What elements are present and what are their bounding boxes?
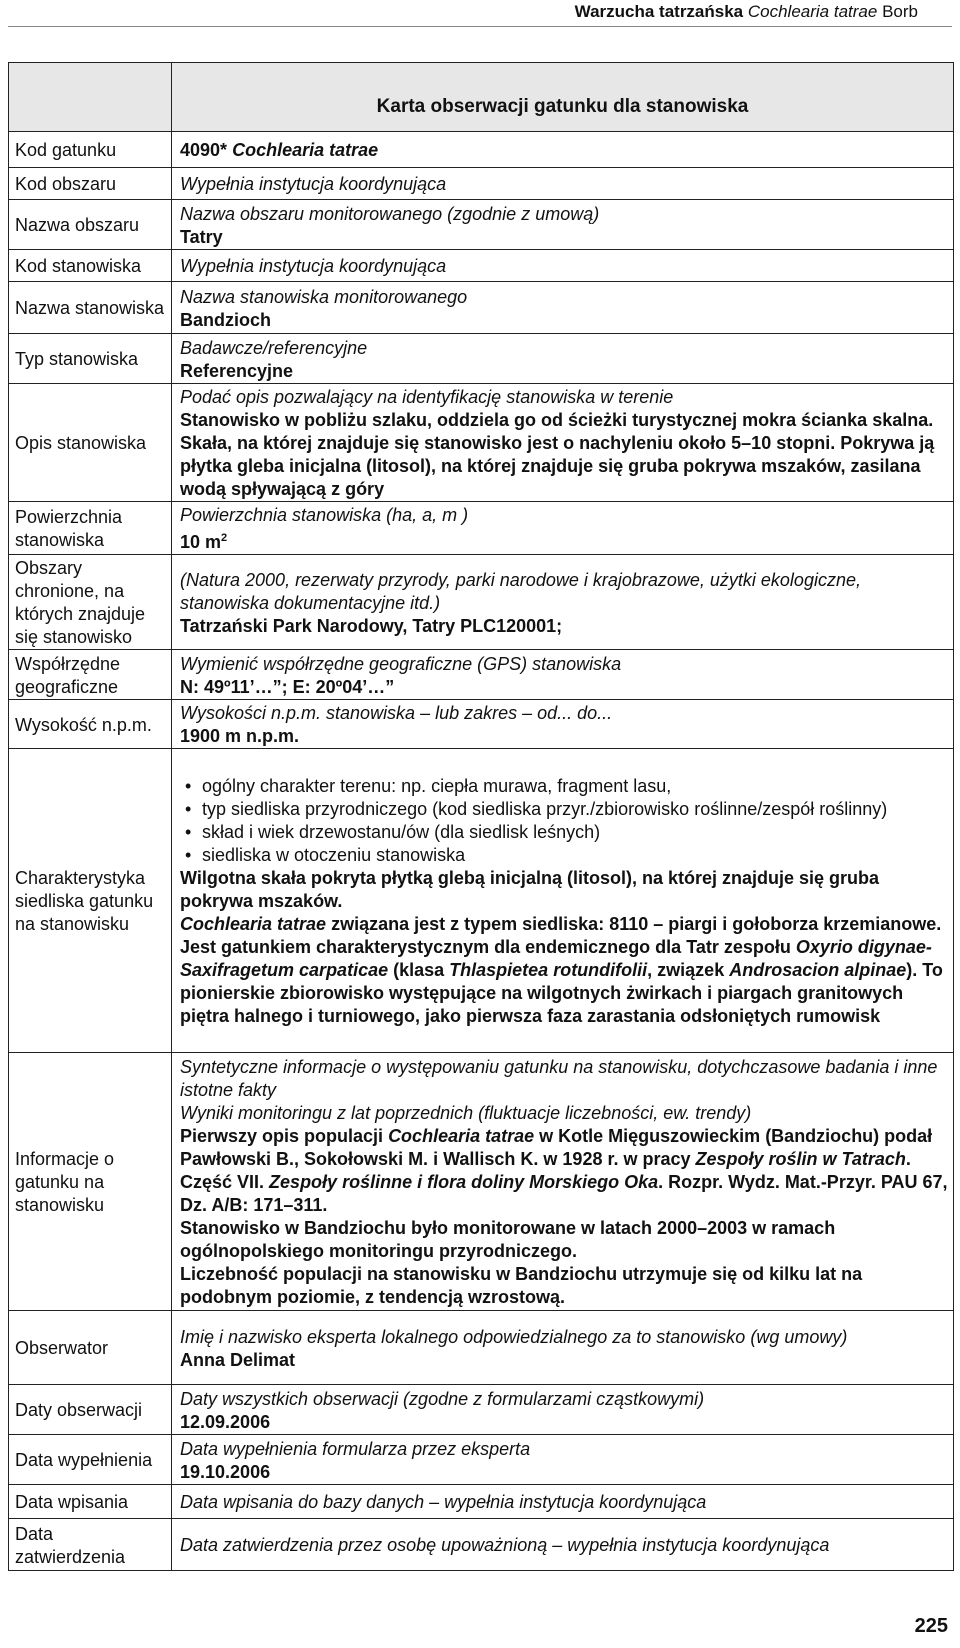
form-title: Karta obserwacji gatunku dla stanowiska <box>172 63 954 132</box>
hint-nazwa-stanowiska: Nazwa stanowiska monitorowanego <box>180 286 468 307</box>
label-nazwa-stanowiska: Nazwa stanowiska <box>9 282 172 334</box>
row-obszary-chronione <box>9 555 954 650</box>
form-title-row <box>9 63 954 132</box>
title-blank-cell <box>9 63 172 132</box>
habitat-text-b: (klasa <box>388 960 450 980</box>
habitat-bullet: • typ siedliska przyrodniczego (kod siedliska przyr./zbiorowisko roślinne/zespół roślinny) <box>202 798 948 821</box>
row-wysokosc <box>9 700 954 749</box>
row-daty-obserwacji <box>9 1385 954 1435</box>
info-species: Cochlearia tatrae <box>388 1126 535 1146</box>
habitat-alliance: Androsacion alpinae <box>729 960 907 980</box>
hint-data-wypelnienia: Data wypełnienia formularza przez eksperta <box>180 1438 531 1459</box>
header-title: Warzucha tatrzańska <box>574 2 744 21</box>
hint-obszary-chronione: (Natura 2000, rezerwaty przyrody, parki narodowe i krajobrazowe, użytki ekologiczne, stanowiska dokumentacyjne itd.) <box>180 569 861 613</box>
running-header <box>0 0 960 24</box>
value-daty-obserwacji <box>172 1385 954 1435</box>
protected-areas: Tatrzański Park Narodowy, Tatry PLC120001; <box>180 615 563 636</box>
hint-wspolrzedne: Wymienić współrzędne geograficzne (GPS) stanowiska <box>180 653 622 674</box>
hint-informacje-2: Wyniki monitoringu z lat poprzednich (fluktuacje liczebności, ew. trendy) <box>180 1103 752 1123</box>
info-text-a: Pierwszy opis populacji <box>180 1126 389 1146</box>
area-name: Tatry <box>180 226 223 247</box>
habitat-bullet: • ogólny charakter terenu: np. ciepła murawa, fragment lasu, <box>202 775 948 798</box>
value-data-wypelnienia <box>172 1435 954 1485</box>
info-paragraph-3: Liczebność populacji na stanowisku w Bandziochu utrzymuje się od kilku lat na podobnym poziomie, z tendencją wzrostową. <box>180 1264 863 1307</box>
observer-name: Anna Delimat <box>180 1349 296 1370</box>
row-typ-stanowiska <box>9 334 954 384</box>
observation-form-table <box>8 62 954 1571</box>
hint-kod-obszaru: Wypełnia instytucja koordynująca <box>172 168 954 200</box>
row-opis-stanowiska <box>9 384 954 502</box>
row-wspolrzedne <box>9 650 954 700</box>
info-text-c: . Część VII. <box>180 1149 911 1192</box>
row-nazwa-obszaru <box>9 200 954 250</box>
page-number: 225 <box>914 1615 948 1637</box>
site-description: Stanowisko w pobliżu szlaku, oddziela go od ścieżki turystycznej mokra ścianka skalna. Skała, na której znajduje się stanowisko jest o nachyleniu około 5–10 stopni. Pokrywa ją płytka gleba inicjalna (litosol), na której znajduje się gruba pokrywa mszaków, zasilana wodą spływającą z góry <box>180 410 935 499</box>
habitat-bullet-list <box>180 775 948 867</box>
info-work-title-2: Zespoły roślinne i flora doliny Morskiego Oka <box>269 1172 659 1192</box>
header-latin-name: Cochlearia tatrae <box>747 2 878 21</box>
label-informacje: Informacje o gatunku na stanowisku <box>9 1053 172 1311</box>
row-charakterystyka <box>9 749 954 1053</box>
label-data-wpisania: Data wpisania <box>9 1485 172 1519</box>
hint-data-zatwierdzenia: Data zatwierdzenia przez osobę upoważnioną – wypełnia instytucja koordynująca <box>172 1519 954 1571</box>
label-kod-gatunku: Kod gatunku <box>9 132 172 168</box>
habitat-bullet: • skład i wiek drzewostanu/ów (dla siedlisk leśnych) <box>202 821 948 844</box>
hint-data-wpisania: Data wpisania do bazy danych – wypełnia instytucja koordynująca <box>172 1485 954 1519</box>
habitat-text-a: związana jest z typem siedliska: 8110 – piargi i gołoborza krzemianowe. Jest gatunkiem charakterystycznym dla endemicznego dla Tatr zespołu <box>180 914 942 957</box>
info-paragraph-2: Stanowisko w Bandziochu było monitorowane w latach 2000–2003 w ramach ogólnopolskiego monitoringu przyrodniczego. <box>180 1218 836 1261</box>
row-data-wypelnienia <box>9 1435 954 1485</box>
row-informacje <box>9 1053 954 1311</box>
hint-opis-stanowiska: Podać opis pozwalający na identyfikację stanowiska w terenie <box>180 387 674 407</box>
site-area <box>180 527 948 554</box>
info-text-d: . Rozpr. Wydz. Mat.-Przyr. PAU 67, Dz. A/B: 171–311. <box>180 1172 948 1215</box>
hint-nazwa-obszaru: Nazwa obszaru monitorowanego (zgodnie z umową) <box>180 203 600 224</box>
coordinates: N: 49º11’…”; E: 20º04’…” <box>180 676 395 697</box>
value-wspolrzedne <box>172 650 954 700</box>
label-wysokosc: Wysokość n.p.m. <box>9 700 172 749</box>
label-powierzchnia: Powierzchnia stanowiska <box>9 502 172 555</box>
label-kod-stanowiska: Kod stanowiska <box>9 250 172 282</box>
info-work-title: Zespoły roślin w Tatrach <box>695 1149 906 1169</box>
hint-wysokosc: Wysokości n.p.m. stanowiska – lub zakres – od... do... <box>180 703 613 723</box>
hint-daty-obserwacji: Daty wszystkich obserwacji (zgodne z formularzami cząstkowymi) <box>180 1388 705 1409</box>
info-paragraph-1 <box>180 1125 948 1217</box>
species-code: 4090* <box>180 140 228 160</box>
site-type: Referencyjne <box>180 360 294 381</box>
hint-kod-stanowiska: Wypełnia instytucja koordynująca <box>172 250 954 282</box>
row-kod-stanowiska <box>9 250 954 282</box>
site-name: Bandzioch <box>180 309 272 330</box>
row-data-wpisania <box>9 1485 954 1519</box>
habitat-paragraph-1: Wilgotna skała pokryta płytką glebą inicjalną (litosol), na której znajduje się gruba pokrywa mszaków. <box>180 868 880 911</box>
site-area-value: 10 m <box>180 532 222 552</box>
label-wspolrzedne: Współrzędne geograficzne <box>9 650 172 700</box>
header-rule <box>8 26 952 27</box>
label-data-zatwierdzenia: Data zatwierdzenia <box>9 1519 172 1571</box>
label-daty-obserwacji: Daty obserwacji <box>9 1385 172 1435</box>
habitat-association: Oxyrio digynae-Saxifragetum carpaticae <box>180 937 932 980</box>
value-opis-stanowiska <box>172 384 954 502</box>
observation-date: 12.09.2006 <box>180 1411 271 1432</box>
value-typ-stanowiska <box>172 334 954 384</box>
value-nazwa-stanowiska <box>172 282 954 334</box>
label-obserwator: Obserwator <box>9 1311 172 1385</box>
hint-powierzchnia: Powierzchnia stanowiska (ha, a, m ) <box>180 505 469 525</box>
label-obszary-chronione: Obszary chronione, na których znajduje się stanowisko <box>9 555 172 650</box>
value-obszary-chronione <box>172 555 954 650</box>
habitat-species: Cochlearia tatrae <box>180 914 327 934</box>
label-typ-stanowiska: Typ stanowiska <box>9 334 172 384</box>
species-latin-name: Cochlearia tatrae <box>232 140 379 160</box>
habitat-bullet: • siedliska w otoczeniu stanowiska <box>202 844 948 867</box>
value-charakterystyka <box>172 749 954 1053</box>
label-data-wypelnienia: Data wypełnienia <box>9 1435 172 1485</box>
label-opis-stanowiska: Opis stanowiska <box>9 384 172 502</box>
habitat-text-d: ). To pionierskie zbiorowisko występujące na wilgotnych żwirkach i piargach granitowych piętra halnego i turniowego, jako pierwsza faza zarastania odsłoniętych rumowisk <box>180 960 943 1026</box>
hint-informacje-1: Syntetyczne informacje o występowaniu gatunku na stanowisku, dotychczasowe badania i inne istotne fakty <box>180 1057 938 1100</box>
value-powierzchnia <box>172 502 954 555</box>
value-nazwa-obszaru <box>172 200 954 250</box>
label-nazwa-obszaru: Nazwa obszaru <box>9 200 172 250</box>
row-nazwa-stanowiska <box>9 282 954 334</box>
hint-typ-stanowiska: Badawcze/referencyjne <box>180 337 368 358</box>
header-author: Borb <box>882 2 918 21</box>
habitat-text-c: , związek <box>647 960 730 980</box>
site-area-sup: 2 <box>221 532 228 544</box>
row-kod-obszaru <box>9 168 954 200</box>
hint-obserwator: Imię i nazwisko eksperta lokalnego odpowiedzialnego za to stanowisko (wg umowy) <box>180 1326 848 1347</box>
row-data-zatwierdzenia <box>9 1519 954 1571</box>
info-text-b: w Kotle Mięguszowieckim (Bandziochu) podał Pawłowski B., Sokołowski M. i Wallisch K. w 1928 r. w pracy <box>180 1126 933 1169</box>
label-kod-obszaru: Kod obszaru <box>9 168 172 200</box>
label-charakterystyka: Charakterystyka siedliska gatunku na stanowisku <box>9 749 172 1053</box>
row-kod-gatunku <box>9 132 954 168</box>
value-obserwator <box>172 1311 954 1385</box>
value-informacje <box>172 1053 954 1311</box>
habitat-class: Thlaspietea rotundifolii <box>449 960 648 980</box>
fill-date: 19.10.2006 <box>180 1461 271 1482</box>
row-obserwator <box>9 1311 954 1385</box>
habitat-paragraph-2 <box>180 913 948 1028</box>
value-kod-gatunku <box>172 132 954 168</box>
altitude: 1900 m n.p.m. <box>180 726 300 746</box>
value-wysokosc <box>172 700 954 749</box>
row-powierzchnia <box>9 502 954 555</box>
